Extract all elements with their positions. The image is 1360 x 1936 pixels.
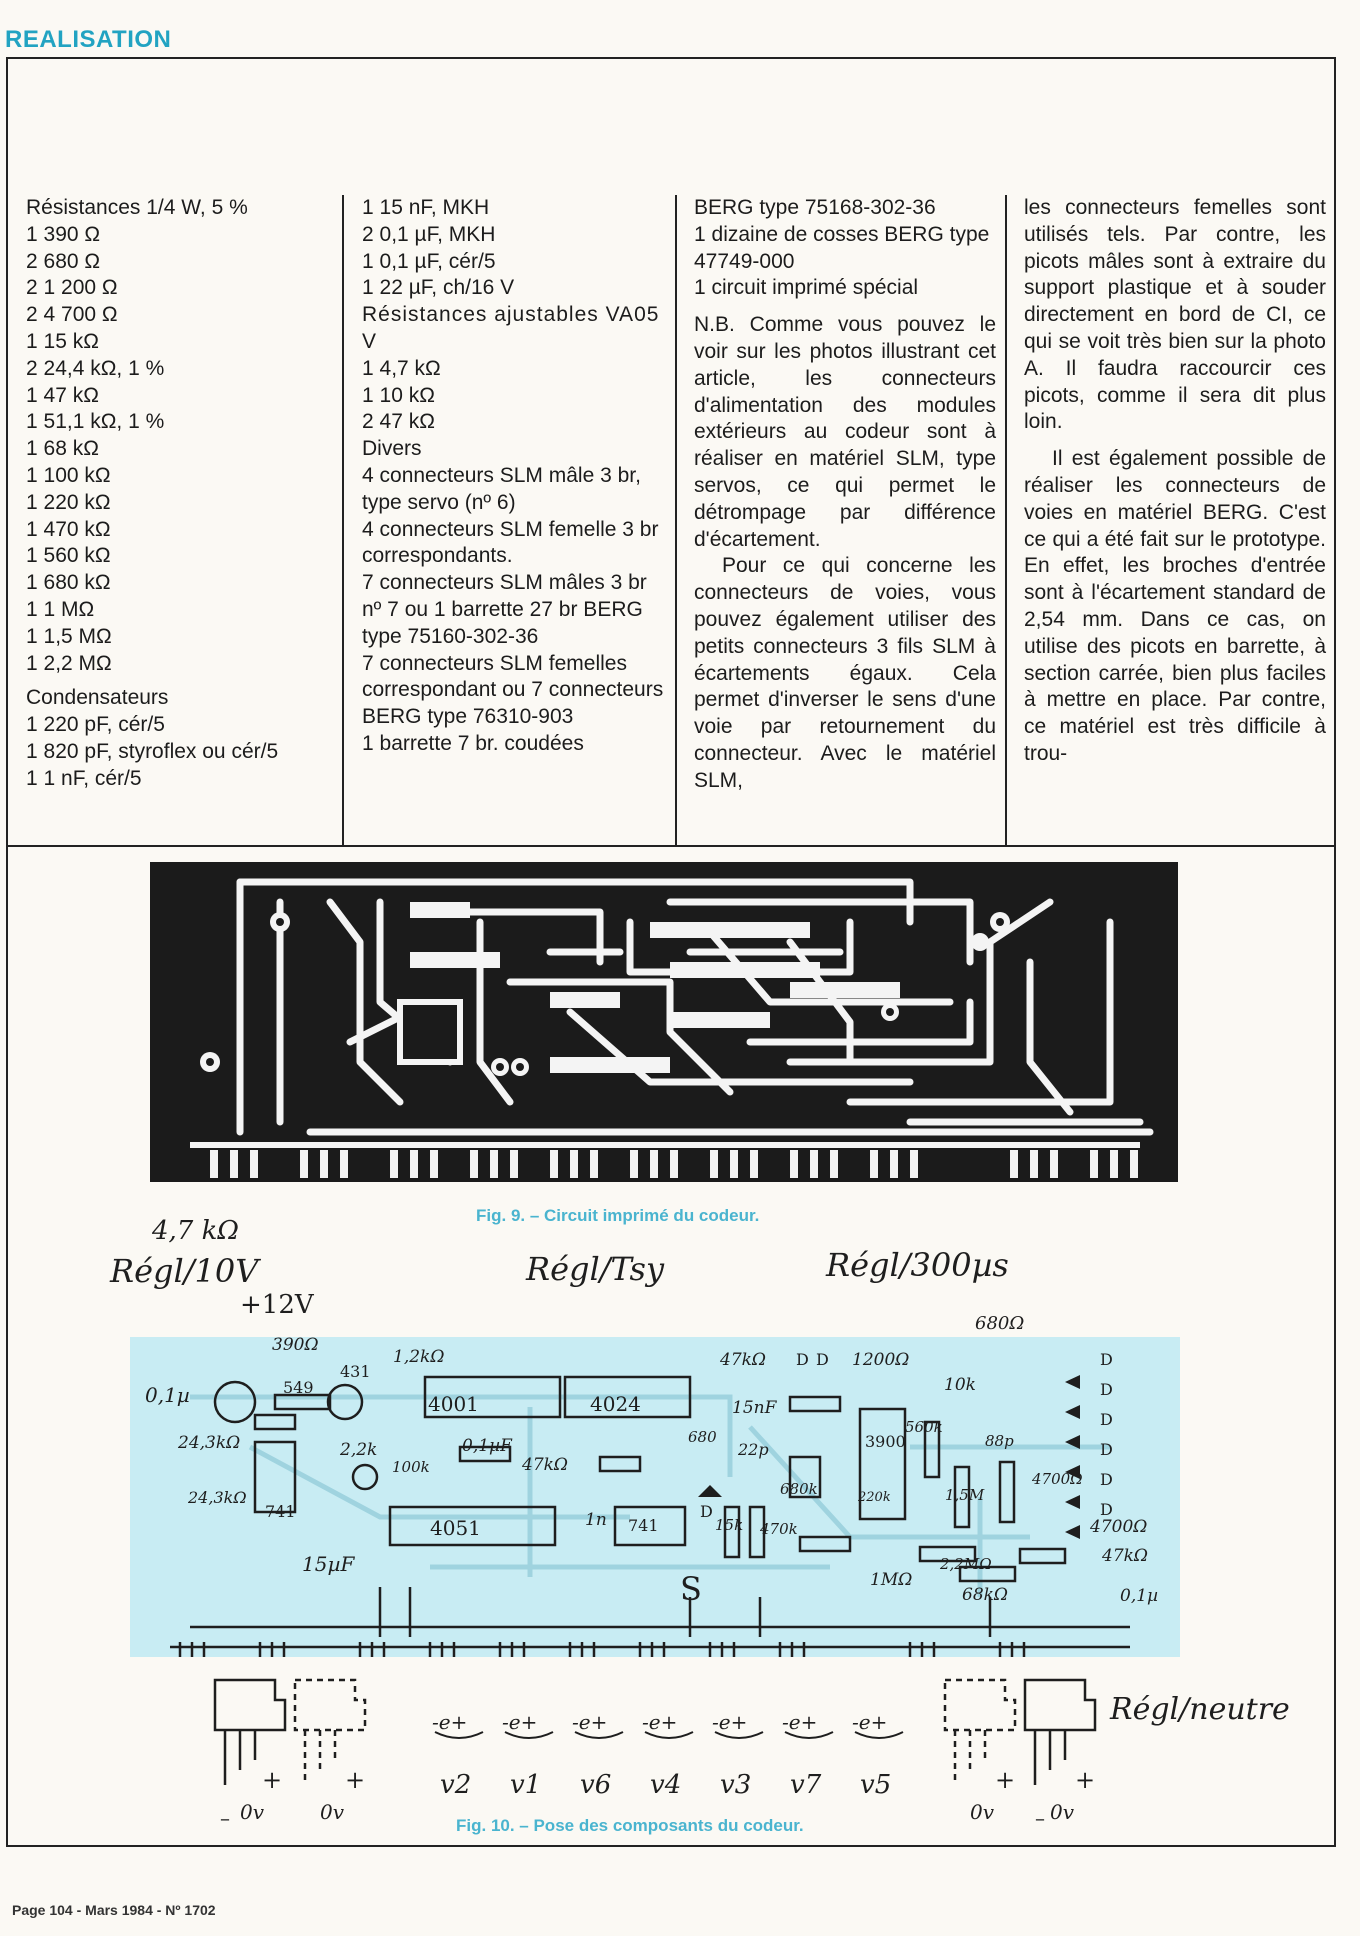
label-24-3k-b: 24,3kΩ	[188, 1488, 247, 1507]
label-2-2k: 2,2k	[340, 1440, 378, 1460]
label-1200: 1200Ω	[852, 1350, 910, 1370]
label-diode-1: D	[796, 1350, 809, 1369]
condensateurs-list	[26, 712, 338, 792]
resistance-item-8: 1 68 kΩ	[26, 437, 99, 461]
divers-item-2: 7 connecteurs SLM mâles 3 br nº 7 ou 1 barrette 27 br BERG type 75160-302-36	[362, 571, 647, 648]
annot-regl-10v: Régl/10V	[110, 1252, 259, 1290]
label-diode-3: D	[1100, 1350, 1113, 1369]
label-4024: 4024	[590, 1392, 641, 1416]
condensateur-cont-item-1: 2 0,1 µF, MKH	[362, 222, 496, 246]
divers-item-4: 1 barrette 7 br. coudées	[362, 731, 584, 755]
part-item-0: BERG type 75168-302-36	[694, 196, 936, 219]
ajustables-list	[362, 356, 666, 436]
part-item-1: 1 dizaine de cosses BERG type 47749-000	[694, 222, 990, 273]
label-100k: 100k	[392, 1458, 430, 1476]
condensateurs-list-continued	[362, 195, 666, 302]
label-diode-4: D	[1100, 1380, 1113, 1399]
annot-regl-300us: Régl/300µs	[826, 1246, 1009, 1284]
label-diode-2: D	[816, 1350, 829, 1369]
label-4001: 4001	[428, 1392, 479, 1416]
annot-regl-neutre: Régl/neutre	[1110, 1692, 1290, 1727]
page-footer: Page 104 - Mars 1984 - Nº 1702	[12, 1902, 216, 1918]
label-549: 549	[283, 1378, 314, 1397]
channel-pins-1: -e+	[432, 1710, 468, 1734]
power-minus-1: –	[220, 1806, 230, 1830]
condensateurs-title: Condensateurs	[26, 686, 169, 710]
resistance-item-15: 1 1,5 MΩ	[26, 624, 112, 648]
condensateur-cont-item-3: 1 22 µF, ch/16 V	[362, 276, 515, 300]
label-431: 431	[340, 1362, 371, 1381]
annot-regl-tsy: Régl/Tsy	[526, 1250, 665, 1288]
label-diode-6: D	[1100, 1440, 1113, 1459]
label-15uf: 15µF	[302, 1552, 355, 1576]
label-1n: 1n	[585, 1510, 607, 1530]
resistance-item-7: 1 51,1 kΩ, 1 %	[26, 410, 165, 434]
berg-paragraph: Il est également possible de réaliser les connecteurs de voies en matériel BERG. C'est ce qui a été fait sur le prototype. En effet, les broches d'entrée sont à l'écartement standard de 2,54 mm. Dans ce cas, on utilise des picots en barrette, à section carrée, bien plus faciles à mettre en place. Par contre, ce matériel est très difficile à trou-	[1024, 447, 1326, 765]
label-4700-a: 4700Ω	[1032, 1470, 1083, 1488]
label-220k: 220k	[858, 1490, 891, 1505]
channel-pins-4: -e+	[642, 1710, 678, 1734]
label-680: 680Ω	[975, 1313, 1025, 1334]
power-plus-3: +	[995, 1766, 1016, 1794]
label-diode-8: D	[1100, 1500, 1113, 1519]
nb-paragraph: N.B. Comme vous pouvez le voir sur les photos illustrant cet article, les connecteurs d'alimentation des modules extérieurs au codeur sont à réaliser en matériel SLM, type servos, ce qui permet le détrompage par différence d'écartement.	[694, 313, 996, 551]
section-label: REALISATION	[5, 26, 172, 53]
channel-label-v5: v5	[860, 1770, 892, 1800]
ajustables-title: Résistances ajustables VA05 V	[362, 303, 660, 353]
parts-list-columns	[8, 195, 1334, 845]
label-10k: 10k	[944, 1375, 976, 1395]
pcb-figure	[150, 862, 1178, 1182]
divers-title: Divers	[362, 437, 422, 461]
resistance-item-2: 2 1 200 Ω	[26, 276, 118, 300]
power-minus-4: –	[1035, 1806, 1045, 1830]
resistance-item-6: 1 47 kΩ	[26, 383, 99, 407]
label-47k-mid: 47kΩ	[522, 1455, 569, 1475]
label-c01-mid: 0,1µF	[462, 1436, 512, 1456]
resistance-item-4: 1 15 kΩ	[26, 329, 99, 353]
resistance-item-0: 1 390 Ω	[26, 222, 101, 246]
power-plus-1: +	[262, 1766, 283, 1794]
divider-text-figures	[8, 845, 1334, 847]
resistance-item-12: 1 560 kΩ	[26, 544, 111, 568]
divers-item-0: 4 connecteurs SLM mâle 3 br, type servo (nº 6)	[362, 463, 641, 514]
condensateur-cont-item-2: 1 0,1 µF, cér/5	[362, 249, 496, 273]
annot-4-7k: 4,7 kΩ	[152, 1216, 239, 1246]
figure-10-caption: Fig. 10. – Pose des composants du codeur.	[456, 1816, 804, 1835]
label-24-3k-a: 24,3kΩ	[178, 1433, 241, 1453]
label-560k: 560k	[905, 1418, 943, 1436]
label-88p: 88p	[985, 1432, 1014, 1450]
channel-pins-5: -e+	[712, 1710, 748, 1734]
label-741-b: 741	[628, 1516, 659, 1535]
label-47k-right: 47kΩ	[1102, 1546, 1149, 1566]
label-1m: 1MΩ	[870, 1570, 913, 1590]
column-4	[1020, 195, 1330, 845]
divers-item-3: 7 connecteurs SLM femelles correspondant ou 7 connecteurs BERG type 76310-903	[362, 651, 664, 729]
resistances-title: Résistances 1/4 W, 5 %	[26, 196, 248, 219]
ajustable-item-1: 1 10 kΩ	[362, 383, 435, 407]
channel-label-v1: v1	[510, 1770, 542, 1800]
label-diode-9: D	[700, 1502, 713, 1521]
power-0v-3: 0v	[970, 1800, 995, 1824]
resistance-item-10: 1 220 kΩ	[26, 490, 111, 514]
label-2-2m: 2,2MΩ	[940, 1555, 992, 1573]
label-4700-b: 4700Ω	[1090, 1517, 1148, 1537]
power-0v-2: 0v	[320, 1800, 345, 1824]
label-47k-top: 47kΩ	[720, 1350, 767, 1370]
power-0v-1: 0v	[240, 1800, 265, 1824]
condensateur-item-1: 1 820 pF, styroflex ou cér/5	[26, 739, 279, 763]
resistance-item-9: 1 100 kΩ	[26, 463, 111, 487]
channel-pins-7: -e+	[852, 1710, 888, 1734]
ajustable-item-2: 2 47 kΩ	[362, 410, 435, 434]
divers-list	[362, 463, 666, 758]
figure-9-caption: Fig. 9. – Circuit imprimé du codeur.	[476, 1206, 760, 1225]
column-1	[22, 195, 342, 845]
resistance-item-1: 2 680 Ω	[26, 249, 101, 273]
label-4051: 4051	[430, 1516, 481, 1540]
connecteurs-femelles-paragraph: les connecteurs femelles sont utilisés tels. Par contre, les picots mâles sont à extraire du support plastique et à souder directement en bord de CI, ce qui se voit très bien sur la photo A. Il faudra raccourcir ces picots, comme il sera dit plus loin.	[1024, 196, 1326, 434]
label-680k: 680k	[780, 1480, 818, 1498]
annot-12v: +12V	[240, 1290, 314, 1320]
label-s: S	[680, 1570, 702, 1608]
label-15k: 15k	[715, 1516, 744, 1534]
label-15nf: 15nF	[732, 1398, 777, 1418]
resistance-item-14: 1 1 MΩ	[26, 597, 95, 621]
label-1-5m: 1,5M	[945, 1486, 985, 1504]
resistance-item-3: 2 4 700 Ω	[26, 303, 118, 327]
resistance-item-16: 1 2,2 MΩ	[26, 651, 112, 675]
label-diode-5: D	[1100, 1410, 1113, 1429]
label-1-2k: 1,2kΩ	[393, 1347, 445, 1367]
connecteurs-paragraph: Pour ce qui concerne les connecteurs de voies, vous pouvez également utiliser des petits connecteurs 3 fils SLM à écartements égaux. Cela permet d'inverser le sens d'une voie par retournement du connecteur. Avec le matériel SLM,	[694, 554, 996, 792]
channel-label-v3: v3	[720, 1770, 752, 1800]
channel-label-v2: v2	[440, 1770, 472, 1800]
condensateur-item-2: 1 1 nF, cér/5	[26, 766, 142, 790]
power-plus-2: +	[345, 1766, 366, 1794]
resistances-list	[26, 222, 338, 678]
column-2	[358, 195, 670, 845]
part-item-2: 1 circuit imprimé spécial	[694, 276, 919, 300]
label-c01-right: 0,1µ	[1120, 1586, 1159, 1606]
power-plus-4: +	[1075, 1766, 1096, 1794]
channel-pins-2: -e+	[502, 1710, 538, 1734]
label-390: 390Ω	[272, 1335, 319, 1355]
label-680-small: 680	[688, 1428, 717, 1446]
divers-item-1: 4 connecteurs SLM femelle 3 br correspondants.	[362, 517, 659, 568]
label-c01-left: 0,1µ	[145, 1383, 190, 1407]
label-diode-7: D	[1100, 1470, 1113, 1489]
resistance-item-5: 2 24,4 kΩ, 1 %	[26, 356, 165, 380]
label-3900: 3900	[865, 1432, 906, 1451]
channel-pins-6: -e+	[782, 1710, 818, 1734]
condensateur-item-0: 1 220 pF, cér/5	[26, 713, 165, 737]
channel-label-v7: v7	[790, 1770, 822, 1800]
condensateur-cont-item-0: 1 15 nF, MKH	[362, 196, 490, 219]
label-22p: 22p	[738, 1440, 769, 1459]
channel-pins-3: -e+	[572, 1710, 608, 1734]
column-3	[690, 195, 1000, 845]
channel-label-v6: v6	[580, 1770, 612, 1800]
parts-list-continued	[694, 195, 996, 302]
power-0v-4: 0v	[1050, 1800, 1075, 1824]
pcb-drawing	[150, 862, 1178, 1182]
resistance-item-11: 1 470 kΩ	[26, 517, 111, 541]
resistance-item-13: 1 680 kΩ	[26, 571, 111, 595]
label-68k: 68kΩ	[962, 1585, 1009, 1605]
channel-label-v4: v4	[650, 1770, 682, 1800]
label-470k: 470k	[760, 1520, 798, 1538]
ajustable-item-0: 1 4,7 kΩ	[362, 356, 441, 380]
label-741-a: 741	[265, 1502, 296, 1521]
